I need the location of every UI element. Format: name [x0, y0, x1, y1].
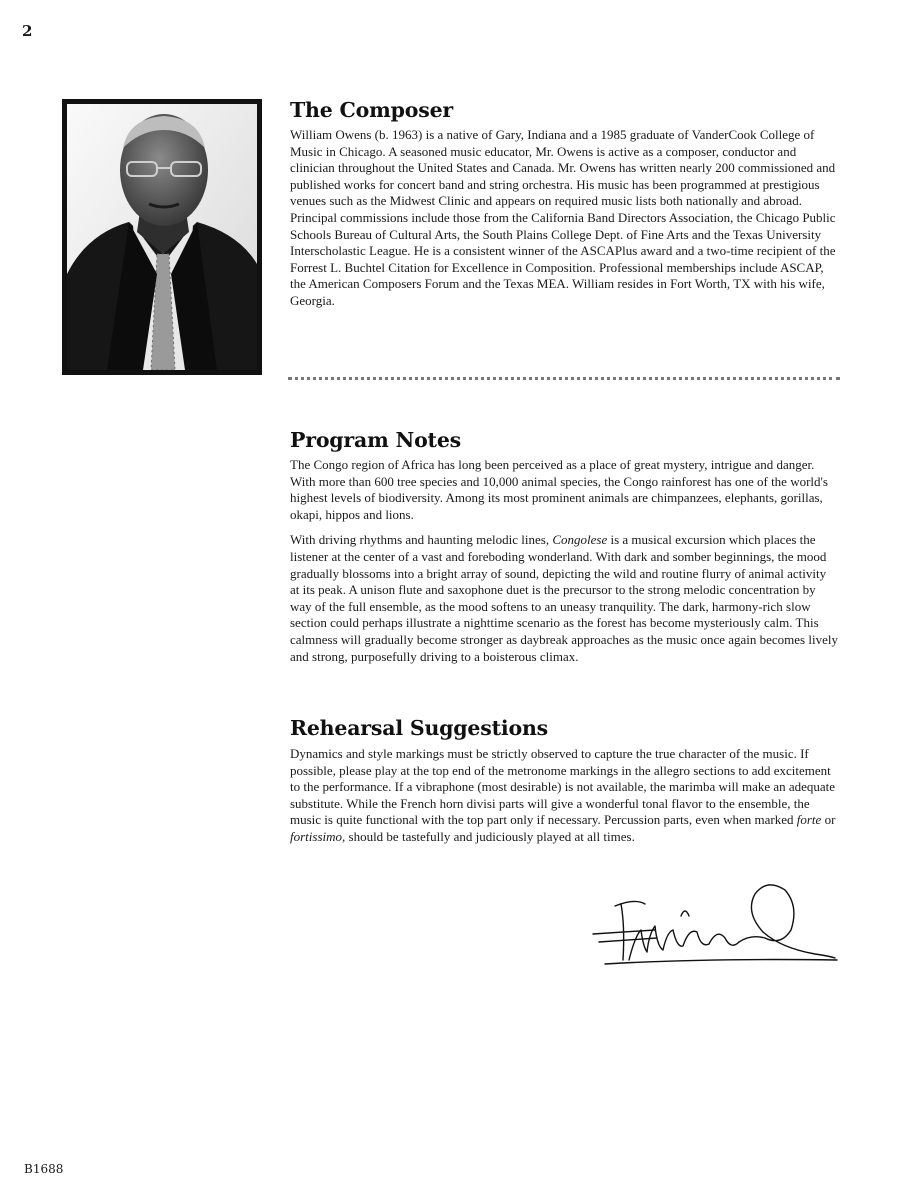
- rehearsal-heading: Rehearsal Suggestions: [290, 716, 548, 740]
- page-number: 2: [22, 22, 33, 40]
- program-notes-paragraph-1: The Congo region of Africa has long been perceived as a place of great mystery, intrigue and danger. With more than 600 tree species and 10,000 animal species, the Congo rainforest has one of the world's highest levels of biodiversity. Among its most prominent animals are chimpanzees, elephants, gorillas, okapi, hippos and lions.: [290, 457, 828, 522]
- catalog-code: B1688: [24, 1162, 64, 1176]
- rehearsal-text-part-2: , should be tastefully and judiciously played at all times.: [342, 828, 635, 844]
- composer-section: [290, 98, 838, 310]
- composer-signature: [585, 876, 840, 971]
- program-notes-section: [290, 428, 838, 665]
- forte-term: forte: [796, 812, 822, 828]
- composer-photo: [62, 99, 262, 375]
- rehearsal-text: [290, 746, 838, 846]
- program-notes-paragraph-2: [290, 532, 838, 665]
- program-notes-heading: Program Notes: [290, 428, 461, 452]
- rehearsal-text-part-1: Dynamics and style markings must be strictly observed to capture the true character of the music. If possible, please play at the top end of the metronome markings in the allegro sections to add excitement to the performance. If a vibraphone (most desirable) is not available, the marimba will make an adequate substitute. While the French horn divisi parts will give a wonderful tonal flavor to the ensemble, the music is quite functional with the top part only if necessary. Percussion parts, even when marked: [290, 746, 836, 828]
- or-word: or: [821, 812, 836, 828]
- program-notes-rest: is a musical excursion which places the listener at the center of a vast and foreboding wonderland. With dark and somber beginnings, the mood gradually blossoms into a bright array of sound, depicting the wild and routine flurry of animal activity at its peak. A unison flute and saxophone duet is the precursor to the strong melodic concentration by way of the full ensemble, as the mood softens to an uneasy tranquility. The dark, harmony-rich slow section could perhaps illustrate a nighttime scenario as the forest has become mysteriously calm. This calmness will gradually become stronger as daybreak approaches as the music once again becomes lively and strong, purposefully driving to a boisterous climax.: [290, 532, 838, 664]
- rehearsal-section: [290, 716, 838, 846]
- composer-portrait-image: [67, 104, 257, 370]
- composer-heading: The Composer: [290, 98, 454, 122]
- section-divider: [288, 377, 840, 380]
- composer-bio: William Owens (b. 1963) is a native of Gary, Indiana and a 1985 graduate of VanderCook College of Music in Chicago. A seasoned music educator, Mr. Owens is active as a composer, conductor and clinician throughout the United States and Canada. Mr. Owens has written nearly 200 commissioned and published works for concert band and string orchestra. His music has been programmed at prestigious venues such as the Midwest Clinic and appears on required music lists both nationally and abroad. Principal commissions include those from the California Band Directors Association, the Chicago Public Schools Bureau of Cultural Arts, the South Plains College Dept. of Fine Arts and the Texas University Interscholastic League. He is a consistent winner of the ASCAPlus award and a two-time recipient of the Forrest L. Buchtel Citation for Excellence in Composition. Professional memberships include ASCAP, the American Composers Forum and the Texas MEA. William resides in Fort Worth, TX with his wife, Georgia.: [290, 127, 836, 308]
- program-notes-intro: With driving rhythms and haunting melodic lines,: [290, 532, 553, 548]
- fortissimo-term: fortissimo: [290, 828, 343, 844]
- piece-title: Congolese: [552, 532, 608, 548]
